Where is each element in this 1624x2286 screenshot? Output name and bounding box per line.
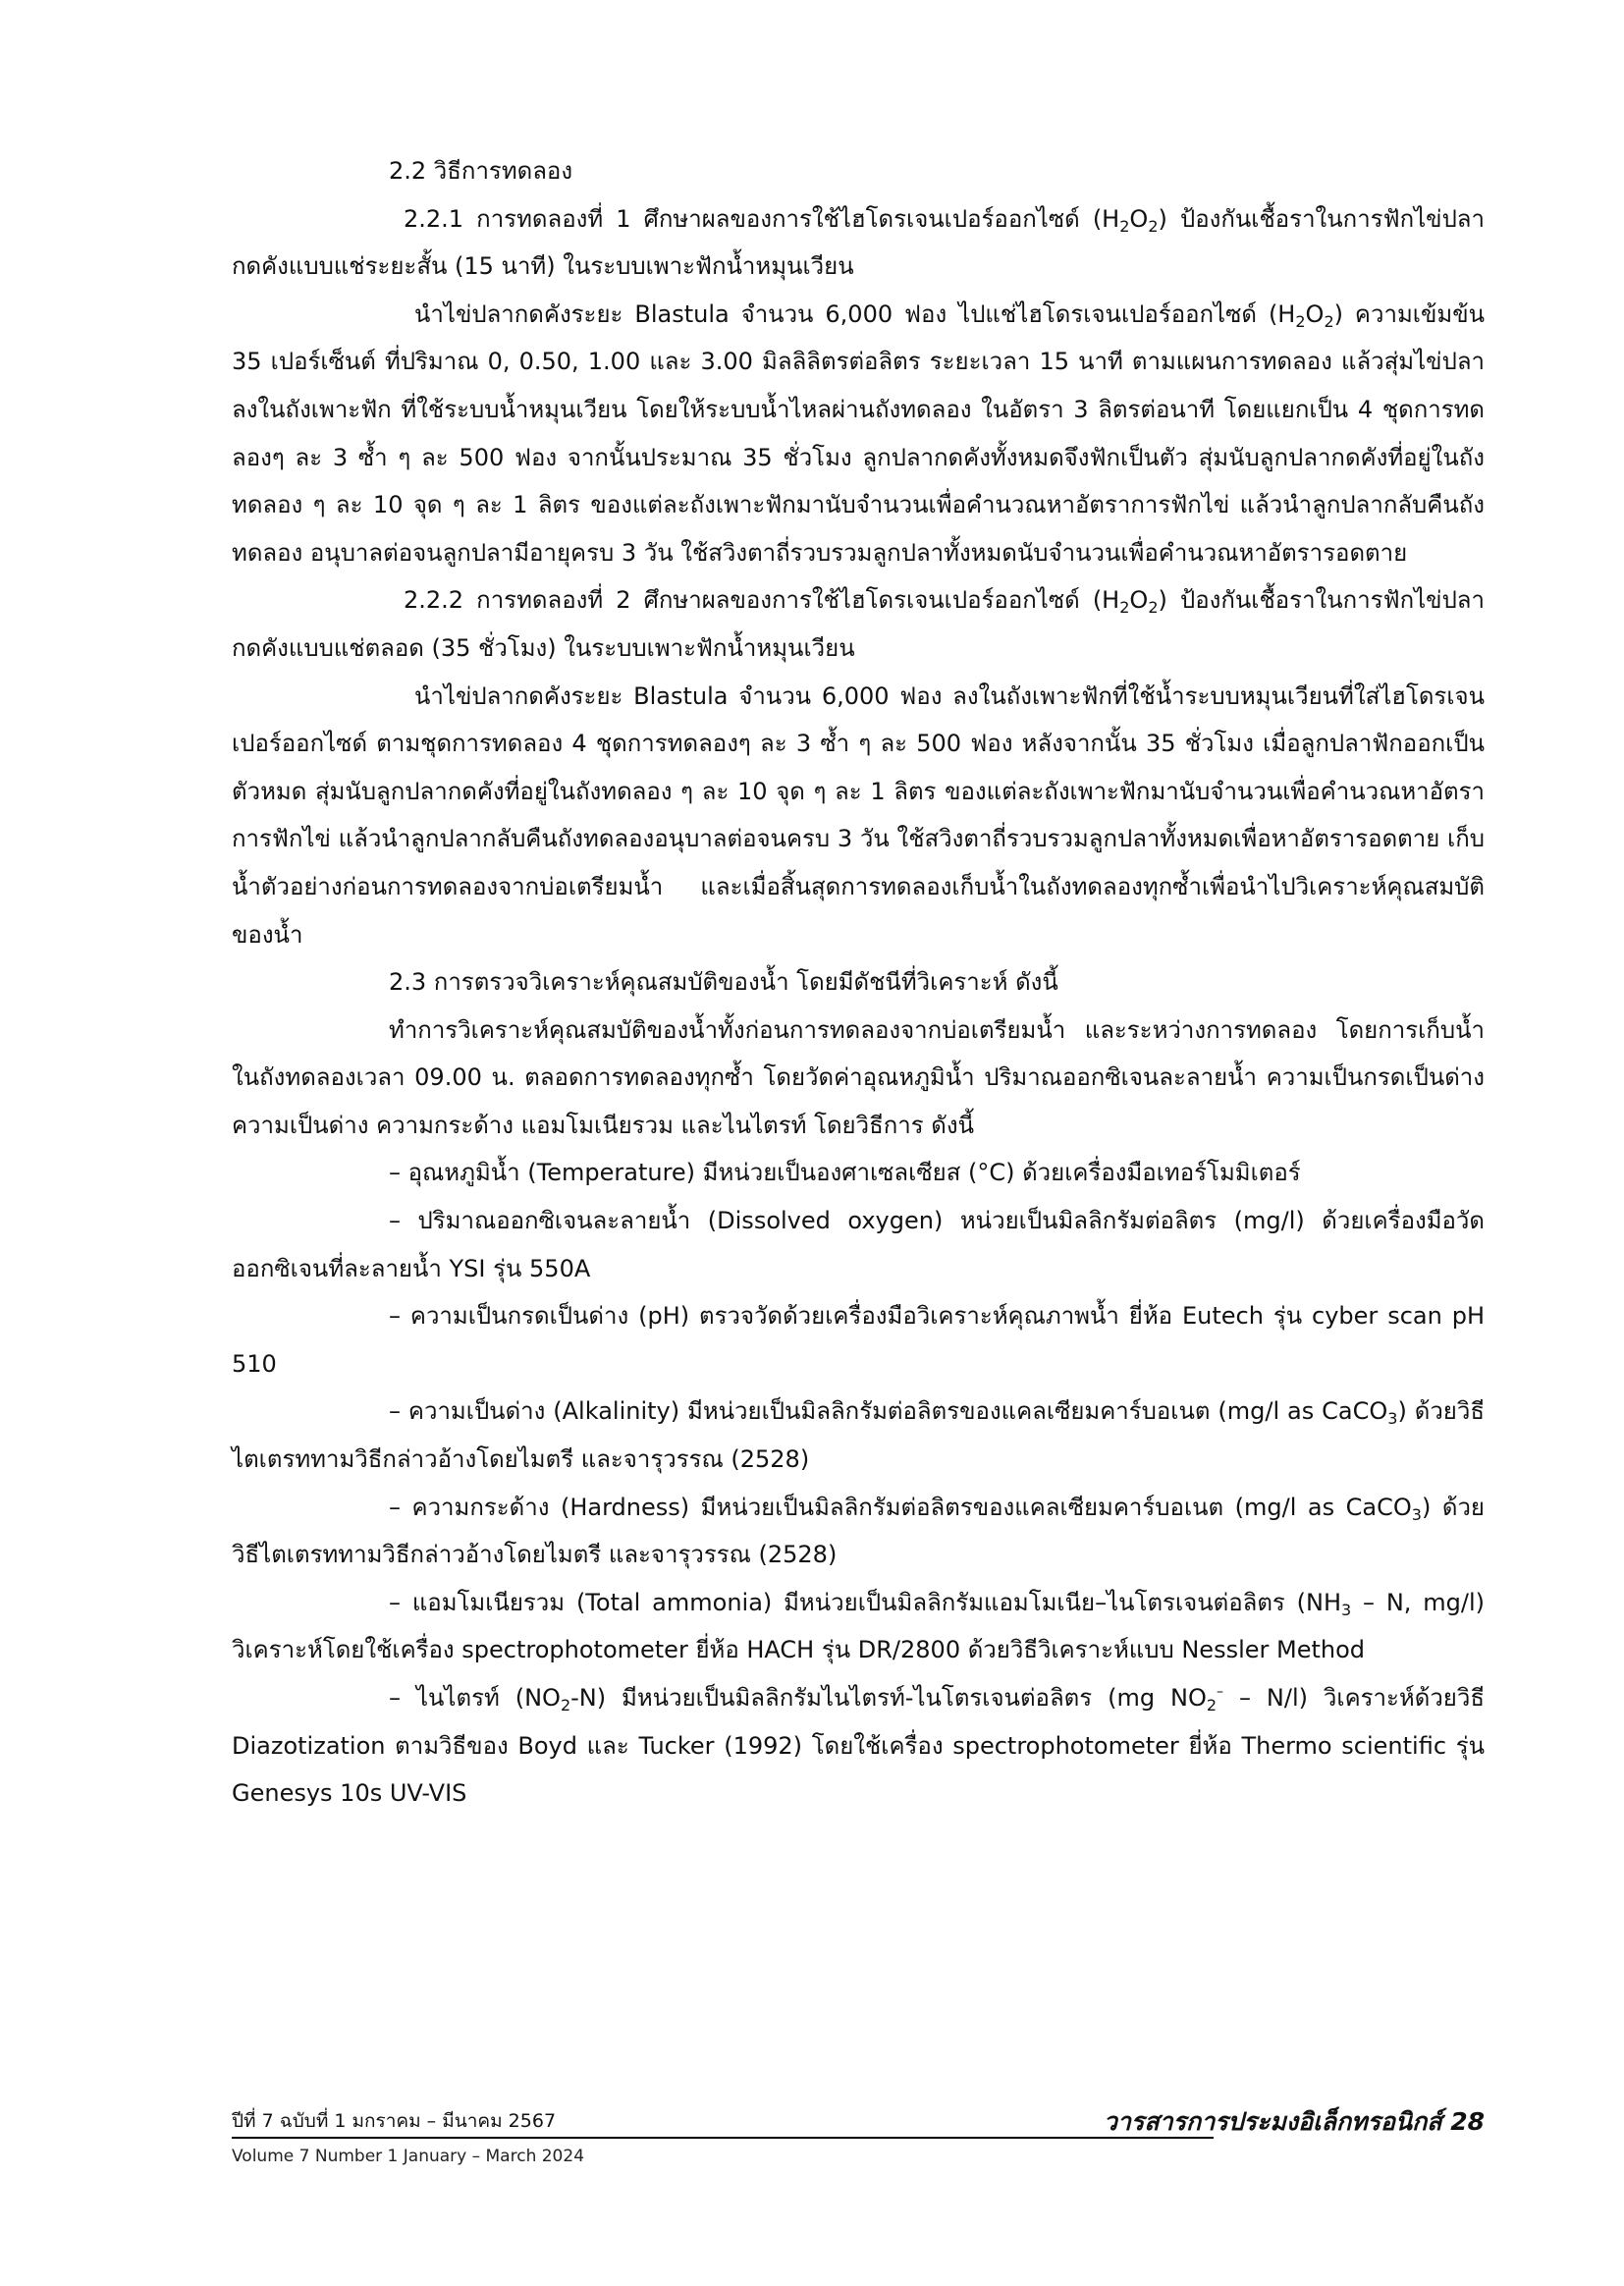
water-analysis-intro: ทำการวิเคราะห์คุณสมบัติของน้ำทั้งก่อนการทดลองจากบ่อเตรียมน้ำ และระหว่างการทดลอง โดยการเก็บน้ำในถังทดลองเวลา 09.00 น. ตลอดการทดลองทุกซ้ำ โดยวัดค่าอุณหภูมิน้ำ ปริมาณออกซิเจนละลายน้ำ ความเป็นกรดเป็นด่าง ความเป็นด่าง ความกระด้าง แอมโมเนียรวม และไนไตรท์ โดยวิธีการ ดังนี้ [232,1015,1485,1139]
dissolved-oxygen-item: – ปริมาณออกซิเจนละลายน้ำ (Dissolved oxygen) หน่วยเป็นมิลลิกรัมต่อลิตร (mg/l) ด้วยเครื่องมือวัดออกซิเจนที่ละลายน้ำ YSI รุ่น 550A [232,1207,1485,1282]
hardness-item: – ความกระด้าง (Hardness) มีหน่วยเป็นมิลลิกรัมต่อลิตรของแคลเซียมคาร์บอเนต (mg/l as CaCO$_3$) ด้วยวิธีไตเตรททามวิธีกล่าวอ้างโดยไมตรี และจารุวรรณ (2528) [232,1493,1485,1569]
footer-rule [232,2137,1214,2139]
nitrite-item: – ไนไตรท์ $(NO_2-N)$ มีหน่วยเป็นมิลลิกรัมไนไตรท์-ไนโตรเจนต่อลิตร (mg $NO_2^- - N/l$) วิเคราะห์ด้วยวิธี Diazotization ตามวิธีของ Boyd และ Tucker (1992) โดยใช้เครื่อง spectrophotometer ยี่ห้อ Thermo scientific รุ่น Genesys 10s UV-VIS [232,1684,1485,1808]
section-heading-2-2: 2.2 วิธีการทดลอง [389,157,573,185]
ammonia-item: – แอมโมเนียรวม (Total ammonia) มีหน่วยเป็นมิลลิกรัมแอมโมเนีย–ไนโตรเจนต่อลิตร ($NH_3$ – N, mg/l) วิเคราะห์โดยใช้เครื่อง spectrophotometer ยี่ห้อ HACH รุ่น DR/2800 ด้วยวิธีวิเคราะห์แบบ Nessler Method [232,1588,1485,1664]
footer-journal-page: วารสารการประมงอิเล็กทรอนิกส์ 28 [1103,2107,1485,2136]
article-body [232,147,1485,1818]
footer-thai-issue: ปีที่ 7 ฉบับที่ 1 มกราคม – มีนาคม 2567 [232,2110,557,2132]
page-footer [232,2108,1485,2167]
section-heading-2-3: 2.3 การตรวจวิเคราะห์คุณสมบัติของน้ำ โดยมีดัชนีที่วิเคราะห์ ดังนี้ [389,968,1058,997]
exp1-heading: 2.2.1 การทดลองที่ 1 ศึกษาผลของการใช้ไฮโดรเจนเปอร์ออกไซด์ $(H_2O_2)$ ป้องกันเชื้อราในการฟักไข่ปลากดคังแบบแช่ระยะสั้น (15 นาที) ในระบบเพาะฟักน้ำหมุนเวียน [232,204,1485,281]
alkalinity-item: – ความเป็นด่าง (Alkalinity) มีหน่วยเป็นมิลลิกรัมต่อลิตรของแคลเซียมคาร์บอเนต (mg/l as CaCO$_3$) ด้วยวิธีไตเตรททามวิธีกล่าวอ้างโดยไมตรี และจารุวรรณ (2528) [232,1397,1485,1474]
ph-item: – ความเป็นกรดเป็นด่าง (pH) ตรวจวัดด้วยเครื่องมือวิเคราะห์คุณภาพน้ำ ยี่ห้อ Eutech รุ่น cyber scan pH 510 [232,1302,1485,1378]
exp2-body: นำไข่ปลากดคังระยะ Blastula จำนวน 6,000 ฟอง ลงในถังเพาะฟักที่ใช้น้ำระบบหมุนเวียนที่ใส่ไฮโดรเจนเปอร์ออกไซด์ ตามชุดการทดลอง 4 ชุดการทดลองๆ ละ 3 ซ้ำ ๆ ละ 500 ฟอง หลังจากนั้น 35 ชั่วโมง เมื่อลูกปลาฟักออกเป็นตัวหมด สุ่มนับลูกปลากดคังที่อยู่ในถังทดลอง ๆ ละ 10 จุด ๆ ละ 1 ลิตร ของแต่ละถังเพาะฟักมานับจำนวนเพื่อคำนวณหาอัตราการฟักไข่ แล้วนำลูกปลากลับคืนถังทดลองอนุบาลต่อจนครบ 3 วัน ใช้สวิงตาถี่รวบรวมลูกปลาทั้งหมดเพื่อหาอัตรารอดตาย เก็บน้ำตัวอย่างก่อนการทดลองจากบ่อเตรียมน้ำ และเมื่อสิ้นสุดการทดลองเก็บน้ำในถังทดลองทุกซ้ำเพื่อนำไปวิเคราะห์คุณสมบัติของน้ำ [232,681,1486,949]
footer-english-issue: Volume 7 Number 1 January – March 2024 [232,2147,585,2166]
temperature-item: – อุณหภูมิน้ำ (Temperature) มีหน่วยเป็นองศาเซลเซียส (°C) ด้วยเครื่องมือเทอร์โมมิเตอร์ [389,1159,1301,1187]
exp1-body: นำไข่ปลากดคังระยะ Blastula จำนวน 6,000 ฟอง ไปแช่ไฮโดรเจนเปอร์ออกไซด์ $(H_2O_2)$ ความเข้มข้น 35 เปอร์เซ็นต์ ที่ปริมาณ 0, 0.50, 1.00 และ 3.00 มิลลิลิตรต่อลิตร ระยะเวลา 15 นาที ตามแผนการทดลอง แล้วสุ่มไข่ปลาลงในถังเพาะฟัก ที่ใช้ระบบน้ำหมุนเวียน โดยให้ระบบน้ำไหลผ่านถังทดลอง ในอัตรา 3 ลิตรต่อนาที โดยแยกเป็น 4 ชุดการทดลองๆ ละ 3 ซ้ำ ๆ ละ 500 ฟอง จากนั้นประมาณ 35 ชั่วโมง ลูกปลากดคังทั้งหมดจึงฟักเป็นตัว สุ่มนับลูกปลากดคังที่อยู่ในถังทดลอง ๆ ละ 10 จุด ๆ ละ 1 ลิตร ของแต่ละถังเพาะฟักมานับจำนวนเพื่อคำนวณหาอัตราการฟักไข่ แล้วนำลูกปลากลับคืนถังทดลอง อนุบาลต่อจนลูกปลามีอายุครบ 3 วัน ใช้สวิงตาถี่รวบรวมลูกปลาทั้งหมดนับจำนวนเพื่อคำนวณหาอัตรารอดตาย [232,299,1486,567]
exp2-heading: 2.2.2 การทดลองที่ 2 ศึกษาผลของการใช้ไฮโดรเจนเปอร์ออกไซด์ $(H_2O_2)$ ป้องกันเชื้อราในการฟักไข่ปลากดคังแบบแช่ตลอด (35 ชั่วโมง) ในระบบเพาะฟักน้ำหมุนเวียน [232,586,1485,662]
